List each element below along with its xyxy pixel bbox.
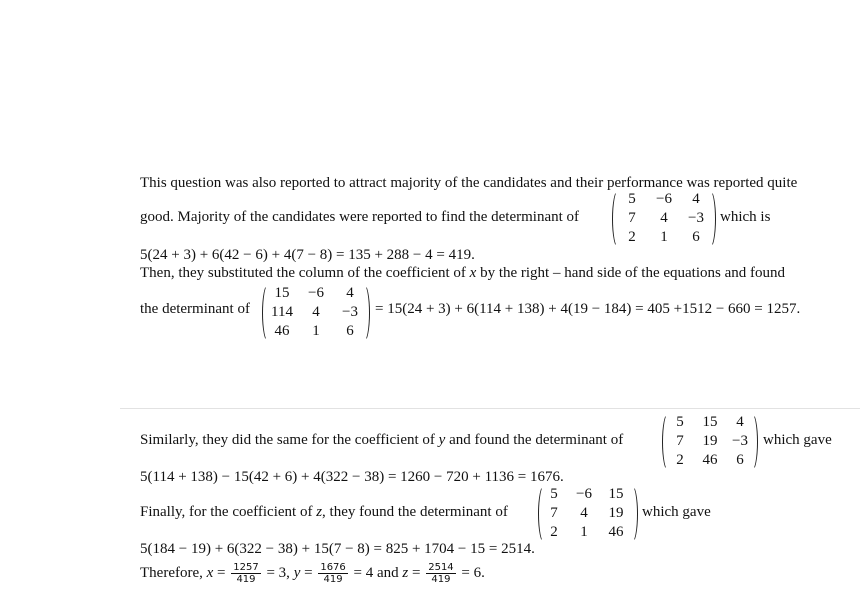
fraction-denominator: 419: [323, 574, 343, 586]
matrix: [538, 485, 638, 541]
fraction-numerator: 1257: [233, 562, 259, 574]
fraction-x: [231, 562, 260, 585]
text-fragment: which gave: [642, 504, 711, 520]
matrix-cell: 2: [676, 452, 684, 468]
matrix-cell: 4: [660, 210, 668, 226]
text-line: [140, 431, 623, 449]
text-fragment: = 3,: [266, 565, 290, 581]
variable-y: y: [293, 565, 301, 581]
matrix-cell: 15: [274, 285, 290, 301]
matrix-cell: 19: [608, 505, 624, 521]
matrix-cell: 6: [692, 229, 700, 245]
matrix-cell: 4: [580, 505, 588, 521]
text-fragment: the determinant of: [140, 301, 250, 317]
equals-sign: =: [217, 565, 226, 581]
variable-y: y: [438, 432, 446, 448]
fraction-numerator: 1676: [320, 562, 346, 574]
text-fragment: which is: [720, 209, 771, 225]
matrix-cell: 4: [312, 304, 320, 320]
matrix-cell: 7: [676, 433, 684, 449]
text-line: 5(24 + 3) + 6(42 − 6) + 4(7 − 8) = 135 + 288 − 4 = 419.: [140, 247, 475, 263]
matrix-cell: 4: [692, 191, 700, 207]
matrix-cell: 5: [676, 414, 684, 430]
matrix: [612, 190, 716, 246]
matrix-cell: 2: [628, 229, 636, 245]
text-fragment: Then, they substituted the column of the coefficient of: [140, 265, 466, 281]
text-line: [140, 264, 785, 282]
text-fragment: good. Majority of the candidates were reported to find the determinant of: [140, 209, 580, 225]
variable-x: x: [206, 565, 214, 581]
matrix-cell: 114: [271, 304, 293, 320]
result-line: [140, 560, 485, 586]
variable-x: x: [469, 265, 477, 281]
text-line: [140, 300, 250, 318]
matrix-cell: 6: [736, 452, 744, 468]
matrix: [262, 284, 370, 340]
equals-sign: =: [412, 565, 421, 581]
matrix-cell: 46: [274, 323, 290, 339]
matrix-cell: 6: [346, 323, 354, 339]
equals-sign: =: [304, 565, 313, 581]
matrix-cell: 5: [628, 191, 636, 207]
text-fragment: = 4 and: [353, 565, 399, 581]
text-fragment: , they found the determinant of: [322, 504, 508, 520]
matrix-cell: −6: [308, 285, 324, 301]
matrix-cell: 19: [702, 433, 718, 449]
text-fragment: = 6.: [461, 565, 485, 581]
text-line: [140, 208, 579, 226]
matrix: [662, 413, 758, 469]
matrix-cell: −3: [732, 433, 748, 449]
matrix-cell: 4: [346, 285, 354, 301]
matrix-cell: 46: [608, 524, 624, 540]
matrix-cell: 5: [550, 486, 558, 502]
matrix-cell: 15: [702, 414, 718, 430]
fraction-y: [318, 562, 347, 585]
matrix-cell: 7: [628, 210, 636, 226]
variable-z: z: [316, 504, 323, 520]
fraction-denominator: 419: [236, 574, 256, 586]
matrix-cell: 7: [550, 505, 558, 521]
text-fragment: = 15(24 + 3) + 6(114 + 138) + 4(19 − 184) = 405 +1512 − 660 = 1257.: [375, 301, 801, 317]
text-fragment: and found the determinant of: [449, 432, 624, 448]
text-fragment: by the right – hand side of the equations and found: [480, 265, 785, 281]
text-line: This question was also reported to attract majority of the candidates and their performance was reported quite: [140, 175, 798, 191]
matrix-cell: −3: [342, 304, 358, 320]
text-line: [140, 503, 508, 521]
matrix-cell: 4: [736, 414, 744, 430]
text-line: 5(114 + 138) − 15(42 + 6) + 4(322 − 38) = 1260 − 720 + 1136 = 1676.: [140, 469, 564, 485]
matrix-cell: 15: [608, 486, 624, 502]
fraction-numerator: 2514: [428, 562, 454, 574]
matrix-cell: 1: [312, 323, 320, 339]
matrix-cell: 1: [580, 524, 588, 540]
matrix-cell: 1: [660, 229, 668, 245]
text-fragment: Similarly, they did the same for the coefficient of: [140, 432, 435, 448]
matrix-cell: 2: [550, 524, 558, 540]
text-fragment: Therefore,: [140, 565, 203, 581]
fraction-z: [426, 562, 455, 585]
variable-z: z: [402, 565, 409, 581]
text-line: 5(184 − 19) + 6(322 − 38) + 15(7 − 8) = 825 + 1704 − 15 = 2514.: [140, 541, 535, 557]
matrix-cell: −6: [656, 191, 672, 207]
text-fragment: Finally, for the coefficient of: [140, 504, 313, 520]
fraction-denominator: 419: [431, 574, 451, 586]
section-divider: [120, 408, 860, 409]
matrix-cell: 46: [702, 452, 718, 468]
matrix-cell: −6: [576, 486, 592, 502]
matrix-cell: −3: [688, 210, 704, 226]
text-fragment: which gave: [763, 432, 832, 448]
